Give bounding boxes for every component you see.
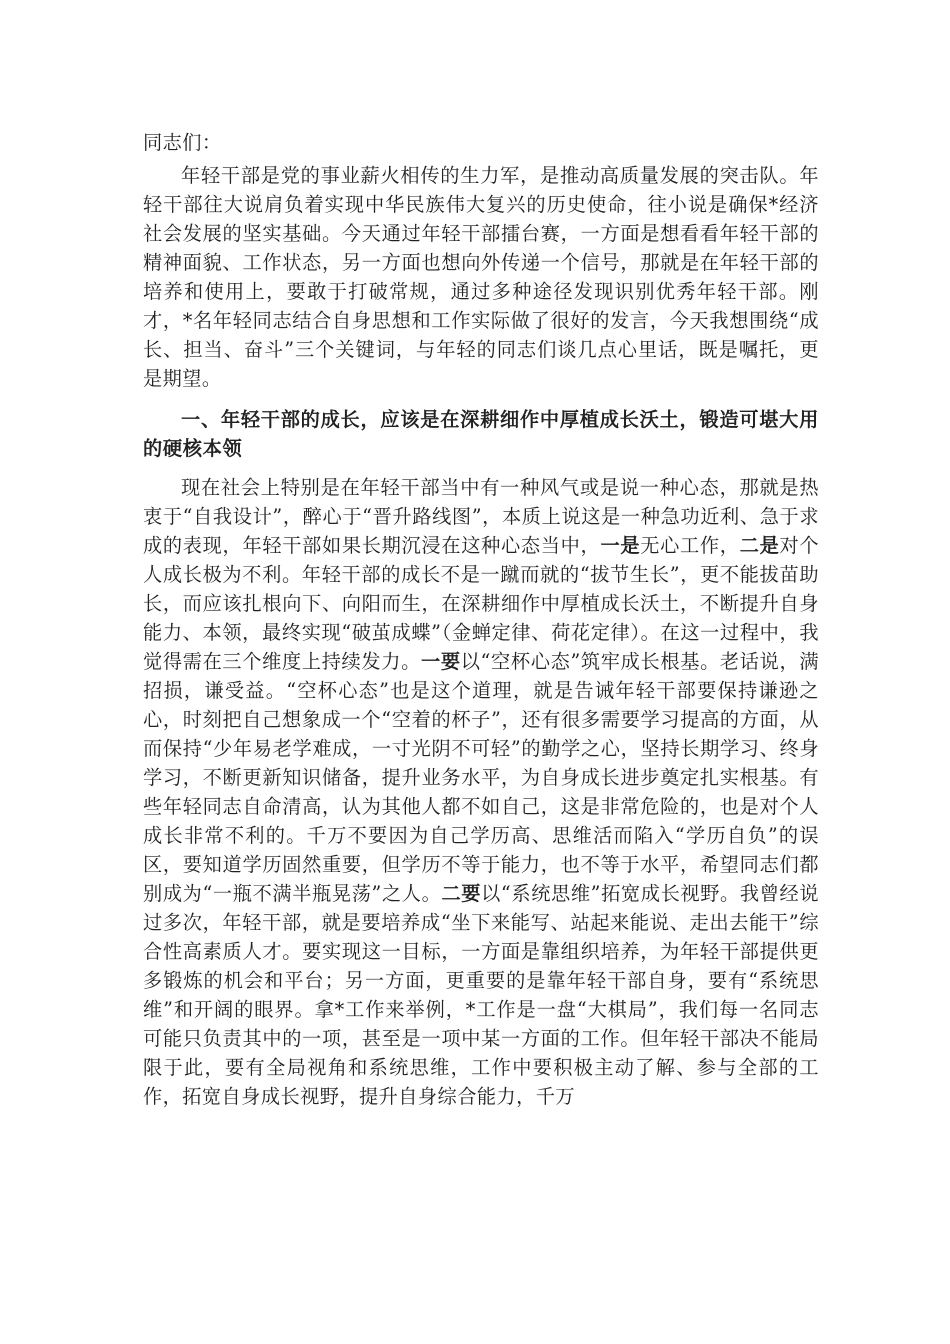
paragraph-text: 以“系统思维”拓宽成长视野。我曾经说过多次，年轻干部，就是要培养成“坐下来能写、站起来能说、走出去能干”综合性高素质人才。要实现这一目标，一方面是靠组织培养，为年轻干部提供更多锻炼的机会和平台；另一方面，更重要的是靠年轻干部自身，要有“系统思维”和开阔的眼界。拿*工作来举例，*工作是一盘“大棋局”，我们每一名同志可能只负责其中的一项，甚至是一项中某一方面的工作。但年轻干部决不能局限于此，要有全局视角和系统思维，工作中要积极主动了解、参与全部的工作，拓宽自身成长视野，提升自身综合能力，千万 (143, 882, 819, 1108)
bold-marker: 二是 (739, 534, 780, 557)
paragraph-text: 无心工作， (640, 534, 740, 557)
bold-marker: 二要 (441, 882, 482, 905)
paragraph-text: 以“空杯心态”筑牢成长根基。老话说，满招损，谦受益。“空杯心态”也是这个道理，就是告诫年轻干部要保持谦逊之心，时刻把自己想象成一个“空着的杯子”，还有很多需要学习提高的方面，从而保持“少年易老学难成，一寸光阴不可轻”的勤学之心，坚持长期学习、终身学习，不断更新知识储备，提升业务水平，为自身成长进步奠定扎实根基。有些年轻同志自命清高，认为其他人都不如自己，这是非常危险的，也是对个人成长非常不利的。千万不要因为自己学历高、思维活而陷入“学历自负”的误区，要知道学历固然重要，但学历不等于能力，也不等于水平，希望同志们都别成为“一瓶不满半瓶晃荡”之人。 (143, 650, 819, 905)
salutation: 同志们： (143, 131, 222, 154)
body-paragraph (143, 473, 819, 1111)
section-heading: 一、年轻干部的成长，应该是在深耕细作中厚植成长沃土，锻造可堪大用的硬核本领 (143, 408, 819, 460)
document-page (143, 128, 819, 1111)
paragraph-text: 对个人成长极为不利。年轻干部的成长不是一蹴而就的“拔节生长”，更不能拔苗助长，而应该扎根向下、向阳而生，在深耕细作中厚植成长沃土，不断提升自身能力、本领，最终实现“破茧成蝶”（金蝉定律、荷花定律）。在这一过程中，我觉得需在三个维度上持续发力。 (143, 534, 819, 673)
bold-marker: 一是 (600, 534, 641, 557)
bold-marker: 一要 (420, 650, 461, 673)
paragraph-text: 现在社会上特别是在年轻干部当中有一种风气或是说一种心态，那就是热衷于“自我设计”，醉心于“晋升路线图”，本质上说这是一种急功近利、急于求成的表现，年轻干部如果长期沉浸在这种心态当中， (143, 476, 819, 557)
intro-paragraph: 年轻干部是党的事业薪火相传的生力军，是推动高质量发展的突击队。年轻干部往大说肩负着实现中华民族伟大复兴的历史使命，往小说是确保*经济社会发展的坚实基础。今天通过年轻干部擂台赛，一方面是想看看年轻干部的精神面貌、工作状态，另一方面也想向外传递一个信号，那就是在年轻干部的培养和使用上，要敢于打破常规，通过多种途径发现识别优秀年轻干部。刚才，*名年轻同志结合自身思想和工作实际做了很好的发言，今天我想围绕“成长、担当、奋斗”三个关键词，与年轻的同志们谈几点心里话，既是嘱托，更是期望。 (143, 164, 819, 390)
